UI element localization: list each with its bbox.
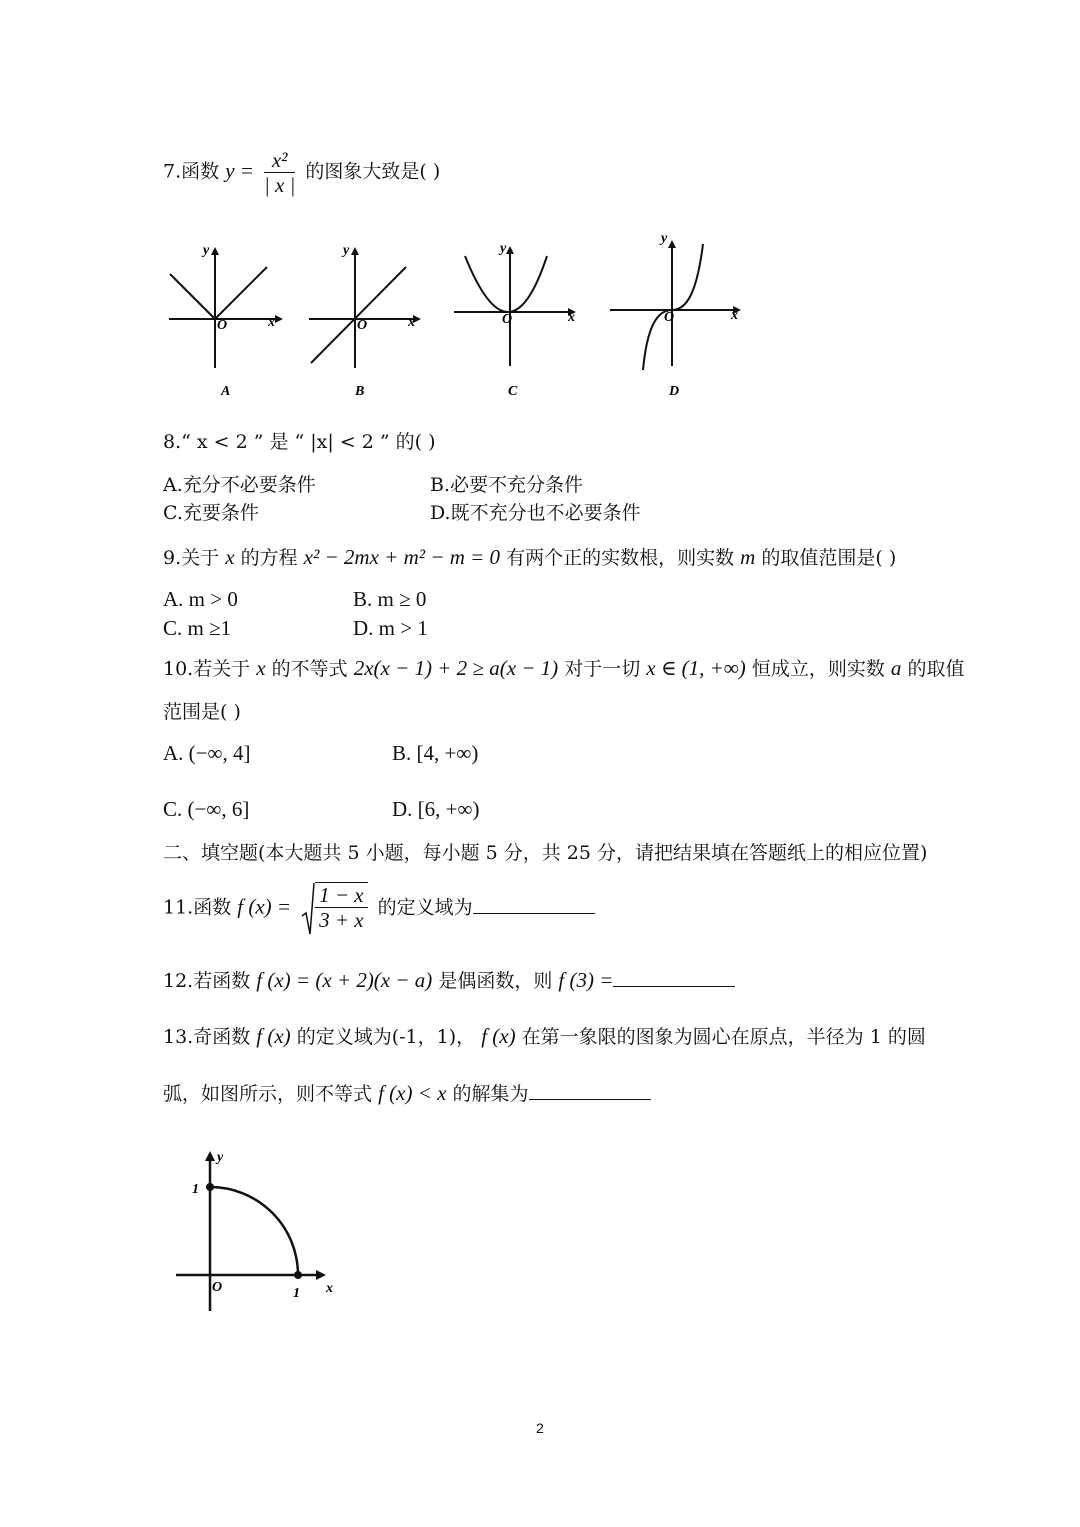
radical-sign-icon	[301, 882, 315, 936]
question-8: 8.“ x < 2 ” 是 “ |x| < 2 ” 的( )	[163, 431, 436, 453]
q10-option-c: C. (−∞, 6]	[163, 797, 250, 821]
graph-a-x-label: x	[268, 315, 275, 330]
question-12	[163, 966, 735, 995]
graph-a-y-label: y	[203, 243, 210, 258]
graph-c-label: C	[508, 384, 518, 398]
q8-option-a: A.充分不必要条件	[163, 474, 316, 496]
graph-c	[450, 238, 580, 398]
graph-b	[305, 238, 425, 398]
q10-mid: 的不等式	[271, 658, 348, 680]
q13-graph-x-label: x	[326, 1281, 333, 1296]
q13-fx2: f (x)	[481, 1024, 516, 1048]
q10-suffix: 的取值	[907, 658, 965, 680]
q8-option-d: D.既不充分也不必要条件	[430, 502, 641, 524]
q9-option-d: D. m > 1	[353, 616, 428, 640]
q11-numerator: 1 − x	[315, 883, 368, 908]
q10-line2: 范围是( )	[163, 701, 241, 723]
q9-var2: m	[740, 545, 756, 569]
graph-d-y-label: y	[661, 232, 668, 246]
graph-c-x-label: x	[568, 310, 575, 325]
q7-prefix: 7.函数	[163, 160, 220, 183]
q13-line1-b: 的定义域为(-1，1)，	[296, 1026, 476, 1048]
graph-a-origin: O	[217, 318, 228, 333]
q9-option-c: C. m ≥1	[163, 616, 232, 640]
q7-numerator: x²	[264, 148, 295, 173]
q9-equation: x² − 2mx + m² − m = 0	[303, 545, 501, 569]
graph-d-x-label: x	[731, 308, 738, 323]
graph-a-label: A	[221, 384, 231, 398]
q12-mid: 是偶函数，则	[438, 970, 553, 992]
q13-answer-blank[interactable]	[529, 1079, 651, 1100]
q10-prefix: 10.若关于	[163, 658, 251, 680]
q10-mid2: 对于一切	[564, 658, 641, 680]
graph-d-label: D	[669, 384, 680, 398]
q13-line1-a: 13.奇函数	[163, 1026, 251, 1048]
graph-b-origin: O	[357, 318, 368, 333]
q13-line2-a: 弧，如图所示，则不等式	[163, 1083, 373, 1105]
question-11	[163, 882, 595, 935]
q10-var2: a	[890, 656, 902, 680]
q13-graph-y-label: y	[217, 1150, 224, 1165]
section-2-heading: 二、填空题(本大题共 5 小题，每小题 5 分，共 25 分，请把结果填在答题纸上的相应位置)	[163, 842, 928, 864]
question-13-line2	[163, 1079, 651, 1108]
q9-suffix2: 的取值范围是( )	[761, 547, 897, 569]
q10-option-d: D. [6, +∞)	[392, 797, 480, 821]
q9-var: x	[225, 545, 235, 569]
q7-denominator: | x |	[263, 173, 296, 197]
q8-option-b: B.必要不充分条件	[430, 474, 584, 496]
q13-line1-c: 在第一象限的图象为圆心在原点，半径为 1 的圆	[521, 1026, 926, 1048]
q11-lhs: f (x) =	[237, 894, 292, 919]
q12-prefix: 12.若函数	[163, 970, 251, 992]
graph-c-origin: O	[502, 312, 513, 327]
q10-option-a: A. (−∞, 4]	[163, 741, 251, 765]
q13-fx1: f (x)	[256, 1024, 291, 1048]
q11-sqrt	[301, 882, 368, 935]
question-9	[163, 543, 896, 572]
q7-suffix: 的图象大致是( )	[305, 160, 441, 183]
q9-option-b: B. m ≥ 0	[353, 587, 427, 611]
question-7	[163, 148, 440, 197]
q13-graph-origin: O	[212, 1280, 223, 1295]
q12-ask: f (3) =	[558, 968, 614, 992]
q13-line2-b: 的解集为	[452, 1083, 529, 1105]
graph-b-label: B	[355, 384, 365, 398]
q11-denominator: 3 + x	[319, 908, 364, 932]
q11-answer-blank[interactable]	[473, 893, 595, 914]
q9-prefix: 9.关于	[163, 547, 220, 569]
q10-var: x	[256, 656, 266, 680]
q12-answer-blank[interactable]	[613, 966, 735, 987]
q9-suffix1: 有两个正的实数根，则实数	[506, 547, 735, 569]
q10-mid3: 恒成立，则实数	[751, 658, 885, 680]
q8-option-c: C.充要条件	[163, 502, 259, 524]
graph-b-y-label: y	[343, 243, 350, 258]
q13-graph	[170, 1145, 350, 1317]
graph-d	[605, 232, 745, 398]
graph-b-x-label: x	[408, 315, 415, 330]
graph-c-y-label: y	[500, 241, 507, 256]
q12-expression: f (x) = (x + 2)(x − a)	[256, 968, 433, 992]
q13-graph-x-tick: 1	[293, 1286, 300, 1301]
question-10	[163, 654, 964, 683]
q9-mid: 的方程	[240, 547, 298, 569]
q7-fraction	[264, 148, 295, 197]
q9-option-a: A. m > 0	[163, 587, 238, 611]
q10-option-b: B. [4, +∞)	[392, 741, 479, 765]
question-13-line1	[163, 1022, 926, 1051]
q10-domain: x ∈ (1, +∞)	[646, 656, 746, 680]
q7-lhs: y =	[225, 158, 254, 183]
q11-prefix: 11.函数	[163, 896, 232, 919]
q10-inequality: 2x(x − 1) + 2 ≥ a(x − 1)	[353, 656, 559, 680]
page-number: 2	[536, 1420, 544, 1436]
q11-suffix: 的定义域为	[377, 896, 473, 919]
q13-inequality: f (x) < x	[378, 1081, 447, 1105]
graph-a	[165, 238, 285, 398]
q13-graph-y-tick: 1	[192, 1182, 199, 1197]
graph-d-origin: O	[664, 310, 675, 325]
